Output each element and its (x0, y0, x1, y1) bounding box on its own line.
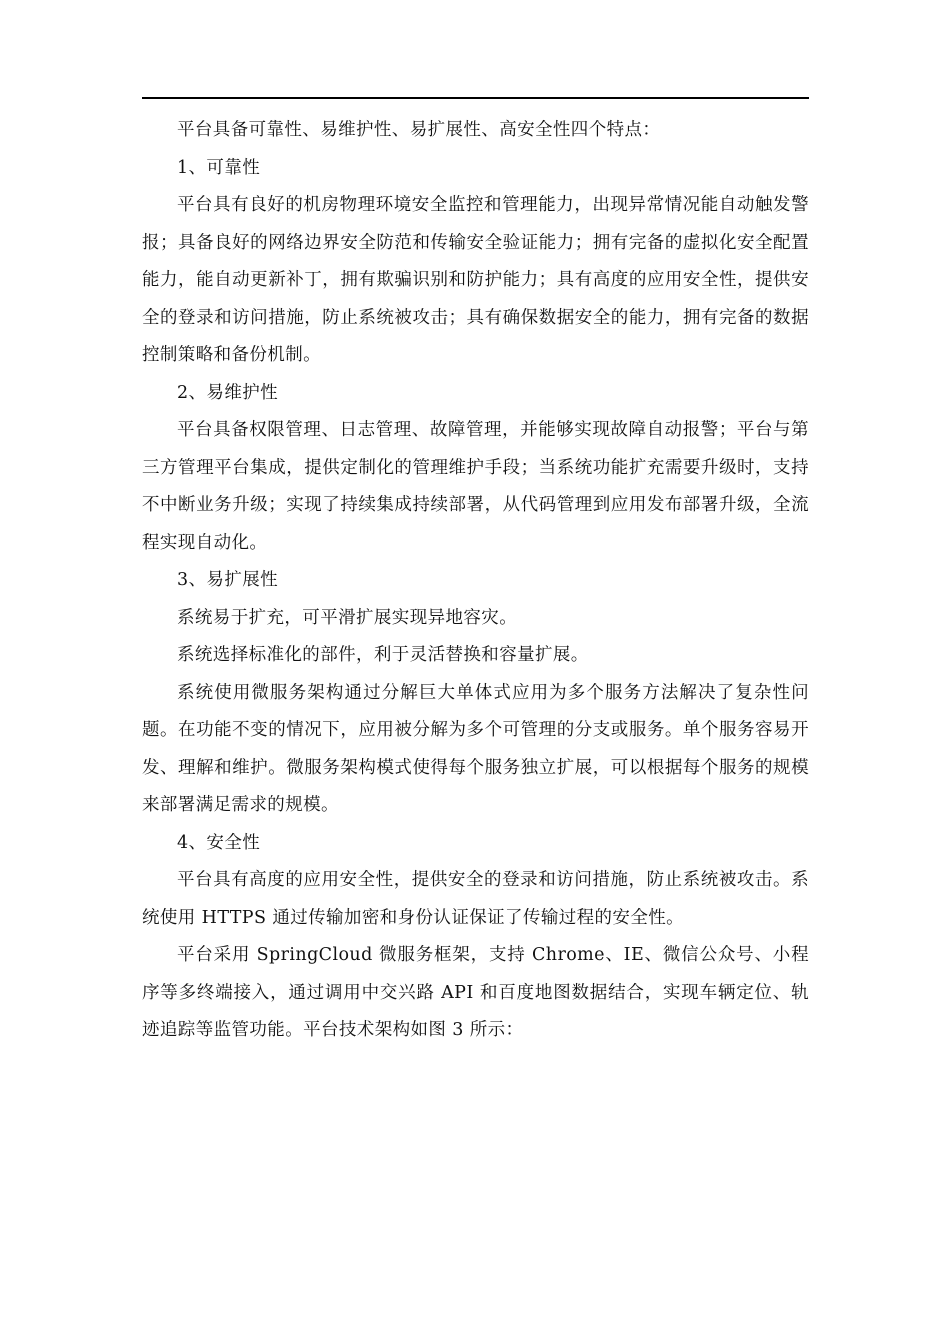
architecture-paragraph: 平台采用 SpringCloud 微服务框架，支持 Chrome、IE、微信公众号、小程序等多终端接入，通过调用中交兴路 API 和百度地图数据结合，实现车辆定位、轨迹追踪等监管功能。平台技术架构如图 3 所示： (142, 945, 809, 1040)
header-rule (142, 97, 809, 99)
reliability-paragraph: 平台具有良好的机房物理环境安全监控和管理能力，出现异常情况能自动触发警报；具备良好的网络边界安全防范和传输安全验证能力；拥有完备的虚拟化安全配置能力，能自动更新补丁，拥有欺骗识别和防护能力；具有高度的应用安全性，提供安全的登录和访问措施，防止系统被攻击；具有确保数据安全的能力，拥有完备的数据控制策略和备份机制。 (142, 195, 809, 365)
maintainability-paragraph: 平台具备权限管理、日志管理、故障管理，并能够实现故障自动报警；平台与第三方管理平台集成，提供定制化的管理维护手段；当系统功能扩充需要升级时，支持不中断业务升级；实现了持续集成持续部署，从代码管理到应用发布部署升级，全流程实现自动化。 (142, 420, 809, 553)
document-body (142, 112, 809, 1050)
extensibility-paragraph-1: 系统易于扩充，可平滑扩展实现异地容灾。 (177, 607, 518, 628)
intro-paragraph: 平台具备可靠性、易维护性、易扩展性、高安全性四个特点： (177, 120, 661, 140)
heading-reliability: 1、可靠性 (177, 157, 261, 178)
heading-security: 4、安全性 (177, 832, 261, 853)
heading-maintainability: 2、易维护性 (177, 382, 279, 403)
extensibility-paragraph-2: 系统选择标准化的部件，利于灵活替换和容量扩展。 (177, 645, 589, 665)
security-paragraph: 平台具有高度的应用安全性，提供安全的登录和访问措施，防止系统被攻击。系统使用 HTTPS 通过传输加密和身份认证保证了传输过程的安全性。 (142, 870, 809, 928)
heading-extensibility: 3、易扩展性 (177, 570, 279, 590)
extensibility-paragraph-3: 系统使用微服务架构通过分解巨大单体式应用为多个服务方法解决了复杂性问题。在功能不变的情况下，应用被分解为多个可管理的分支或服务。单个服务容易开发、理解和维护。微服务架构模式使得每个服务独立扩展，可以根据每个服务的规模来部署满足需求的规模。 (142, 682, 809, 815)
